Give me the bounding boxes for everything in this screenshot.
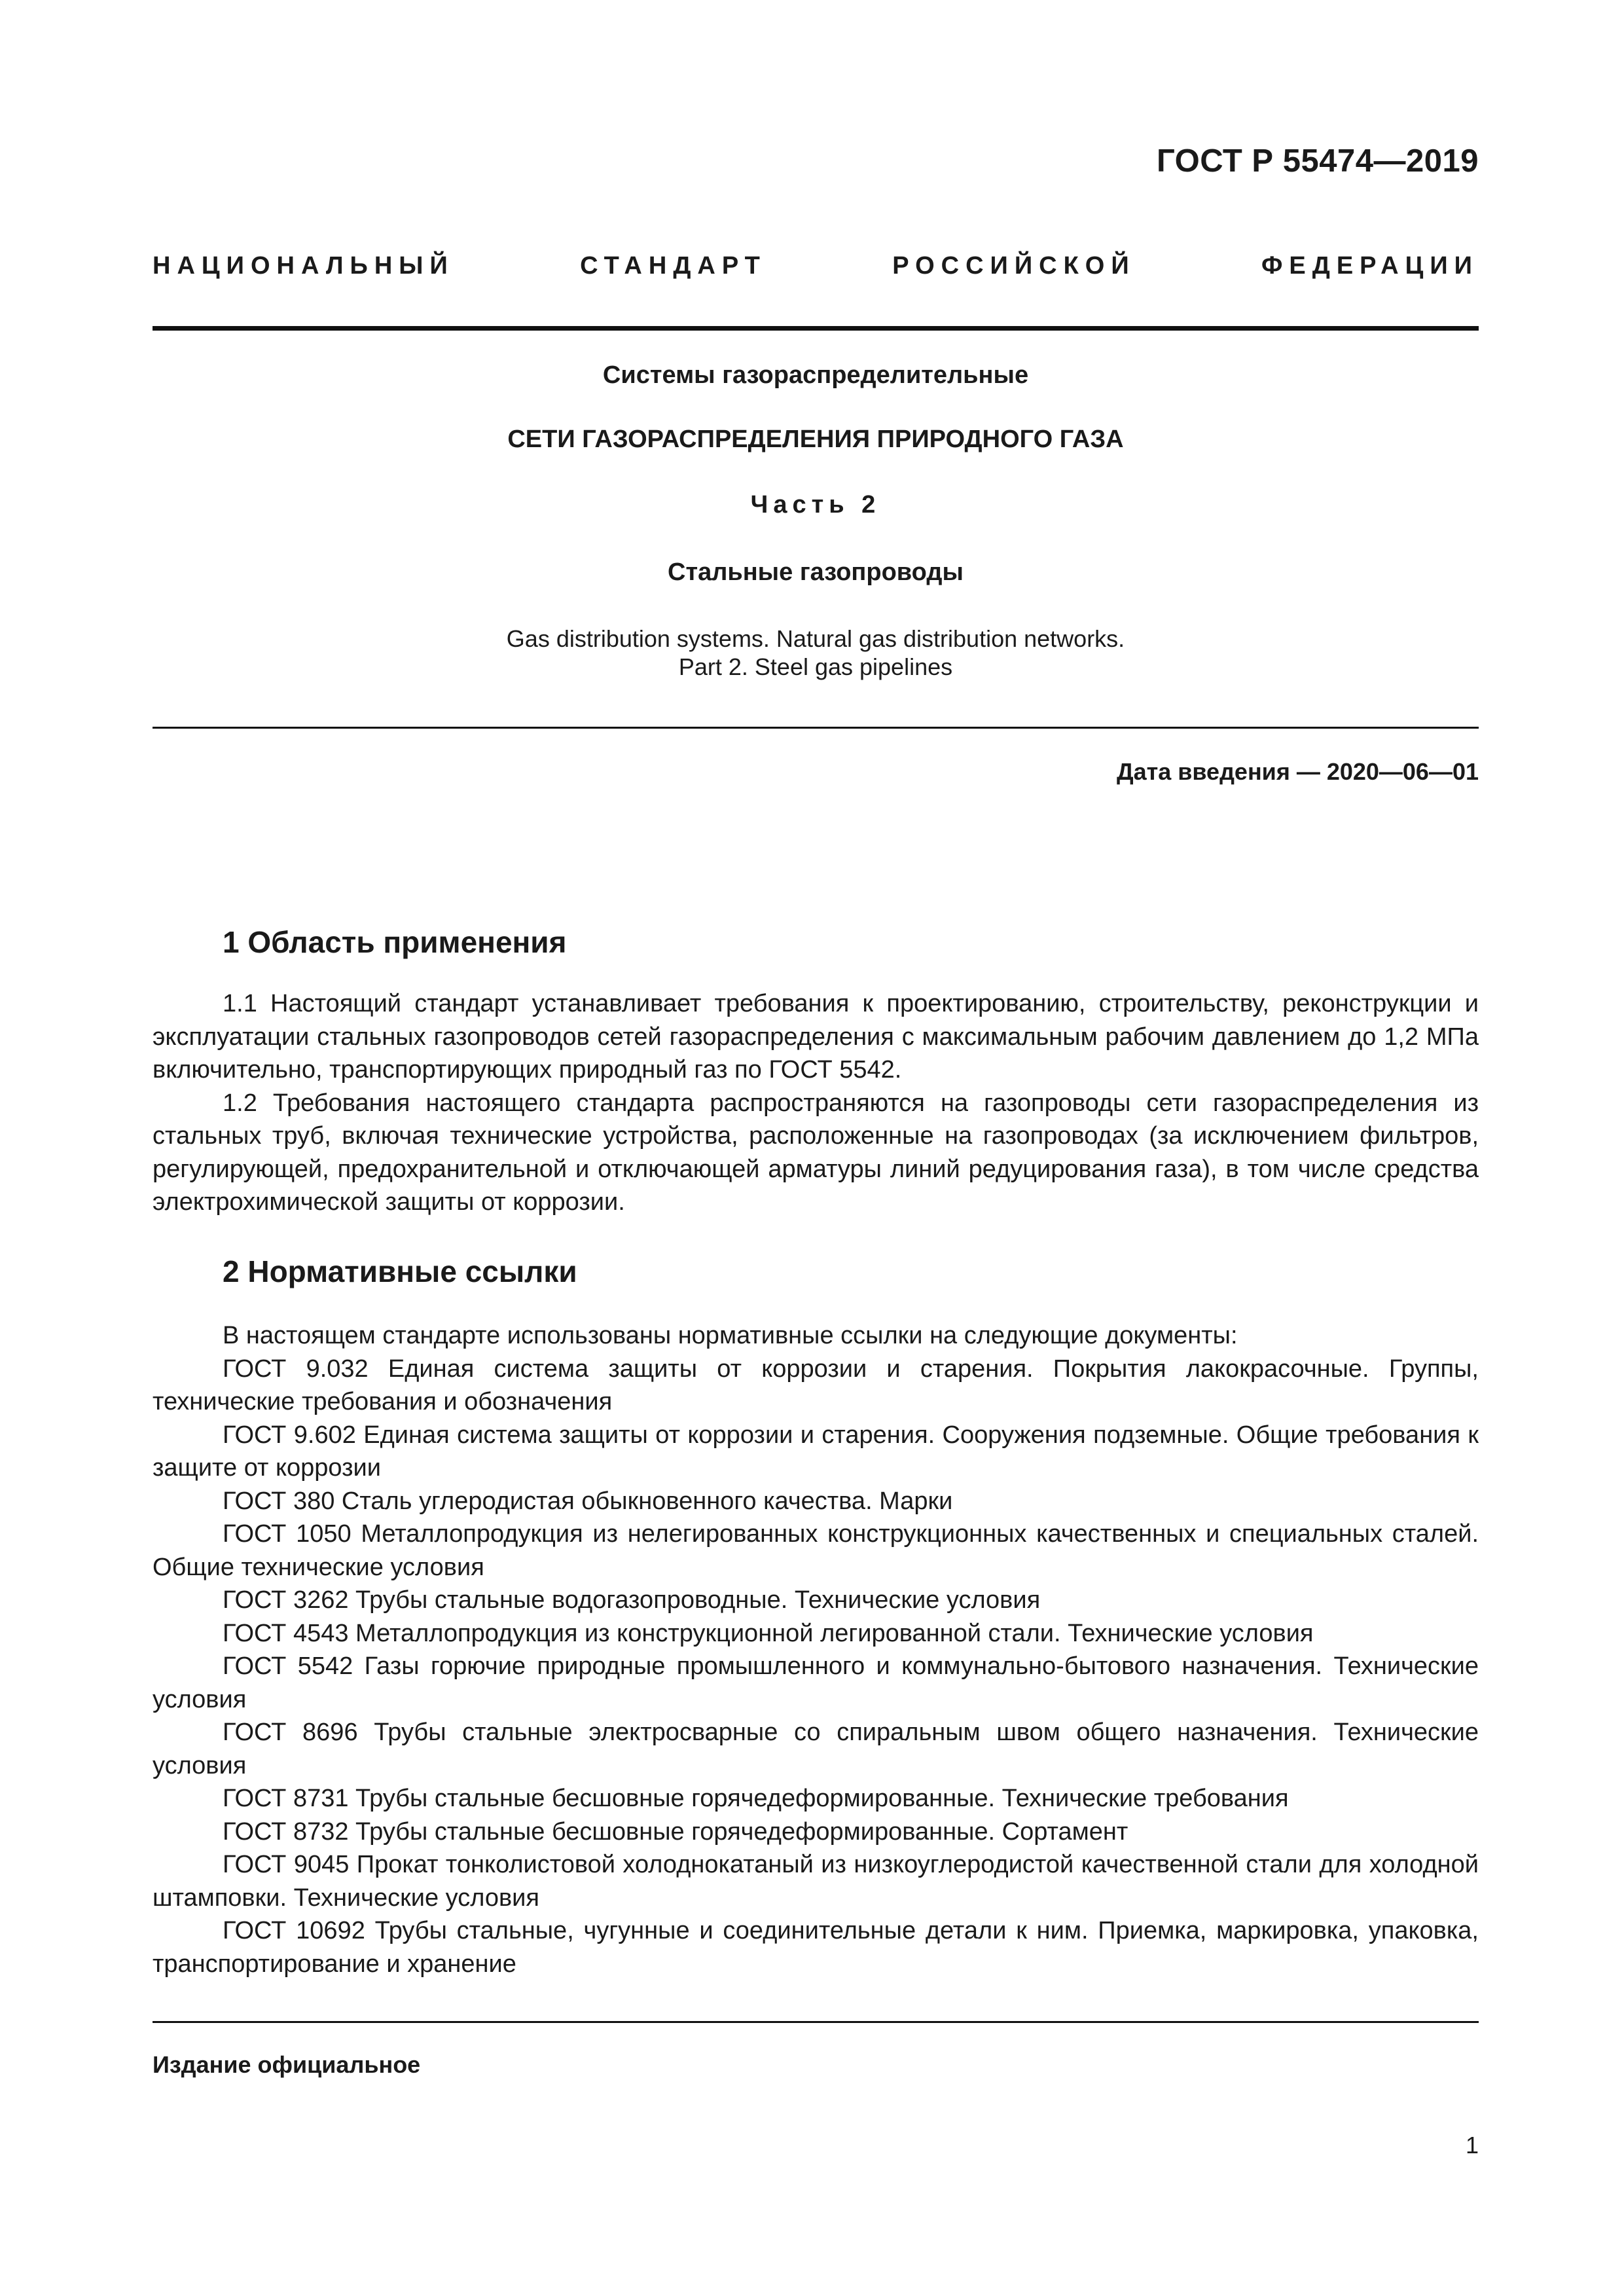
reference-item: ГОСТ 3262 Трубы стальные водогазопроводные. Технические условия <box>223 1586 1041 1614</box>
part-title: Часть 2 <box>750 491 881 519</box>
section-1-heading: 1 Область применения <box>223 925 567 959</box>
reference-item: ГОСТ 10692 Трубы стальные, чугунные и соединительные детали к ним. Приемка, маркировка, упаковка, транспортирование и хранение <box>153 1917 1479 1978</box>
reference-item: ГОСТ 5542 Газы горючие природные промышленного и коммунально-бытового назначения. Технические условия <box>153 1652 1479 1713</box>
reference-item: ГОСТ 9.032 Единая система защиты от коррозии и старения. Покрытия лакокрасочные. Группы, технические требования и обозначения <box>153 1355 1479 1415</box>
introduction-date: Дата введения — 2020—06—01 <box>1116 758 1479 785</box>
header-rule <box>153 326 1479 331</box>
reference-item: ГОСТ 8696 Трубы стальные электросварные со спиральным швом общего назначения. Технические условия <box>153 1719 1479 1779</box>
section-2-body <box>153 1319 1479 1980</box>
reference-item: ГОСТ 1050 Металлопродукция из нелегированных конструкционных качественных и специальных сталей. Общие технические условия <box>153 1520 1479 1581</box>
edition-label: Издание официальное <box>153 2051 421 2078</box>
subtitle: Стальные газопроводы <box>668 558 964 586</box>
system-title: Системы газораспределительные <box>602 361 1029 389</box>
english-title-line-2: Part 2. Steel gas pipelines <box>678 653 953 680</box>
section-2-heading: 2 Нормативные ссылки <box>223 1254 577 1288</box>
reference-item: ГОСТ 9045 Прокат тонколистовой холоднокатаный из низкоуглеродистой качественной стали для холодной штамповки. Технические условия <box>153 1851 1479 1912</box>
document-number: ГОСТ Р 55474—2019 <box>1156 143 1479 179</box>
title-rule <box>153 727 1479 729</box>
section-1-body <box>153 987 1479 1219</box>
paragraph: 1.2 Требования настоящего стандарта распространяются на газопроводы сети газораспределения из стальных труб, включая технические устройства, расположенные на газопроводах (за исключением фильтров, регулирующей, предохранительной и отключающей арматуры линий редуцирования газа), в том числе средства электрохимической защиты от коррозии. <box>153 1089 1479 1216</box>
reference-item: ГОСТ 8732 Трубы стальные бесшовные горячедеформированные. Сортамент <box>223 1817 1128 1846</box>
reference-item: ГОСТ 9.602 Единая система защиты от коррозии и старения. Сооружения подземные. Общие требования к защите от коррозии <box>153 1421 1479 1482</box>
paragraph: В настоящем стандарте использованы нормативные ссылки на следующие документы: <box>223 1322 1238 1349</box>
footer-rule <box>153 2021 1479 2023</box>
national-standard-title: НАЦИОНАЛЬНЫЙ СТАНДАРТ РОССИЙСКОЙ ФЕДЕРАЦИИ <box>153 252 1479 280</box>
page-number: 1 <box>1465 2132 1479 2159</box>
paragraph: 1.1 Настоящий стандарт устанавливает требования к проектированию, строительству, реконструкции и эксплуатации стальных газопроводов сетей газораспределения с максимальным рабочим давлением до 1,2 МПа включительно, транспортирующих природный газ по ГОСТ 5542. <box>153 990 1479 1084</box>
reference-item: ГОСТ 380 Сталь углеродистая обыкновенного качества. Марки <box>223 1487 953 1515</box>
networks-title: СЕТИ ГАЗОРАСПРЕДЕЛЕНИЯ ПРИРОДНОГО ГАЗА <box>507 426 1124 453</box>
reference-item: ГОСТ 4543 Металлопродукция из конструкционной легированной стали. Технические условия <box>223 1619 1314 1647</box>
reference-item: ГОСТ 8731 Трубы стальные бесшовные горячедеформированные. Технические требования <box>223 1785 1289 1812</box>
english-title-line-1: Gas distribution systems. Natural gas distribution networks. <box>506 625 1125 652</box>
